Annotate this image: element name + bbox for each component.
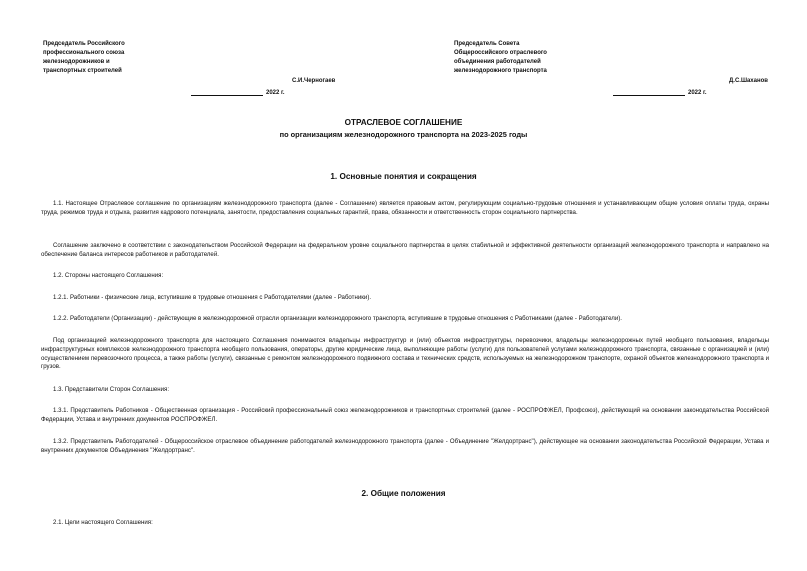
- right-signatory-line: железнодорожного транспорта: [454, 68, 547, 74]
- paragraph-1-1: 1.1. Настоящее Отраслевое соглашение по организациям железнодорожного транспорта (далее - Соглашение) является правовым актом, регулирующим социально-трудовые отношения и устанавливающим общие условия оплаты труда, охраны труда, режимов труда и отдыха, развития кадрового потенциала, занятости, предоставления социальных гарантий, права, обязанности и ответственность сторон социального партнерства.: [41, 200, 769, 216]
- left-signature-date: [191, 89, 285, 96]
- paragraph-1-2-1: 1.2.1. Работники - физические лица, вступившие в трудовые отношения с Работодателями (далее - Работники).: [53, 294, 372, 301]
- paragraph-1-3-1: 1.3.1. Представитель Работников - Общественная организация - Российский профессиональный союз железнодорожников и транспортных строителей (далее - РОСПРОФЖЕЛ, Профсоюз), действующий на основании законодательства Российской Федерации, Устава и внутренних документов РОСПРОФЖЕЛ.: [41, 407, 769, 423]
- right-date-text: 2022 г.: [688, 90, 707, 96]
- left-signatory-name: С.И.Черногаев: [292, 78, 336, 84]
- right-signatory-title: [454, 40, 547, 76]
- signature-date-line: [191, 89, 263, 96]
- paragraph-agreement-basis: Соглашение заключено в соответствии с законодательством Российской Федерации на федеральном уровне социального партнерства в целях стабильной и эффективной деятельности организаций железнодорожного транспорта и направлено на обеспечение баланса интересов работников и работодателей.: [41, 242, 769, 258]
- section-heading-1: 1. Основные понятия и сокращения: [330, 172, 477, 181]
- right-signatory-line: объединения работодателей: [454, 59, 541, 65]
- paragraph-1-3: 1.3. Представители Сторон Соглашения:: [53, 386, 170, 393]
- left-signatory-title: [43, 40, 125, 76]
- document-title: ОТРАСЛЕВОЕ СОГЛАШЕНИЕ: [344, 118, 463, 127]
- right-signature-date: [613, 89, 707, 96]
- left-signatory-line: профессионального союза: [43, 50, 125, 56]
- paragraph-organization-definition: Под организацией железнодорожного транспорта для настоящего Соглашения понимаются владельцы инфраструктур и (или) объектов инфраструктуры, перевозчики, владельцы железнодорожных путей необщего пользования, владельцы инфраструктурных комплексов железнодорожного транспорта необщего пользования, операторы, другие юридические лица, выполняющие работы (услуги) для пользователей услугами железнодорожного транспорта, связанные с организацией и (или) осуществлением перевозочного процесса, а также работы (услуги), связанные с ремонтом железнодорожного подвижного состава и технических средств, используемых на железнодорожном транспорте, охраной объектов железнодорожного транспорта и грузов.: [41, 337, 769, 371]
- right-signatory-line: Председатель Совета: [454, 41, 520, 47]
- left-signatory-line: транспортных строителей: [43, 68, 122, 74]
- left-signatory-line: Председатель Российского: [43, 41, 125, 47]
- paragraph-1-2-2: 1.2.2. Работодатели (Организации) - действующие в железнодорожной отрасли организации железнодорожного транспорта, вступившие в трудовые отношения с Работниками (далее - Работодатели).: [53, 315, 622, 322]
- paragraph-1-2: 1.2. Стороны настоящего Соглашения:: [53, 272, 164, 279]
- section-heading-2: 2. Общие положения: [361, 489, 446, 498]
- document-subtitle: по организациям железнодорожного транспорта на 2023-2025 годы: [279, 130, 528, 139]
- paragraph-1-3-2: 1.3.2. Представитель Работодателей - Общероссийское отраслевое объединение работодателей железнодорожного транспорта (далее - Объединение "Желдортранс"), действующее на основании законодательства Российской Федерации, Устава и внутренних документов Объединения "Желдортранс".: [41, 438, 769, 454]
- left-date-text: 2022 г.: [266, 90, 285, 96]
- left-signatory-line: железнодорожников и: [43, 59, 110, 65]
- signature-date-line: [613, 89, 685, 96]
- right-signatory-line: Общероссийского отраслевого: [454, 50, 547, 56]
- right-signatory-name: Д.С.Шаханов: [729, 78, 768, 84]
- paragraph-2-1: 2.1. Цели настоящего Соглашения:: [53, 519, 153, 526]
